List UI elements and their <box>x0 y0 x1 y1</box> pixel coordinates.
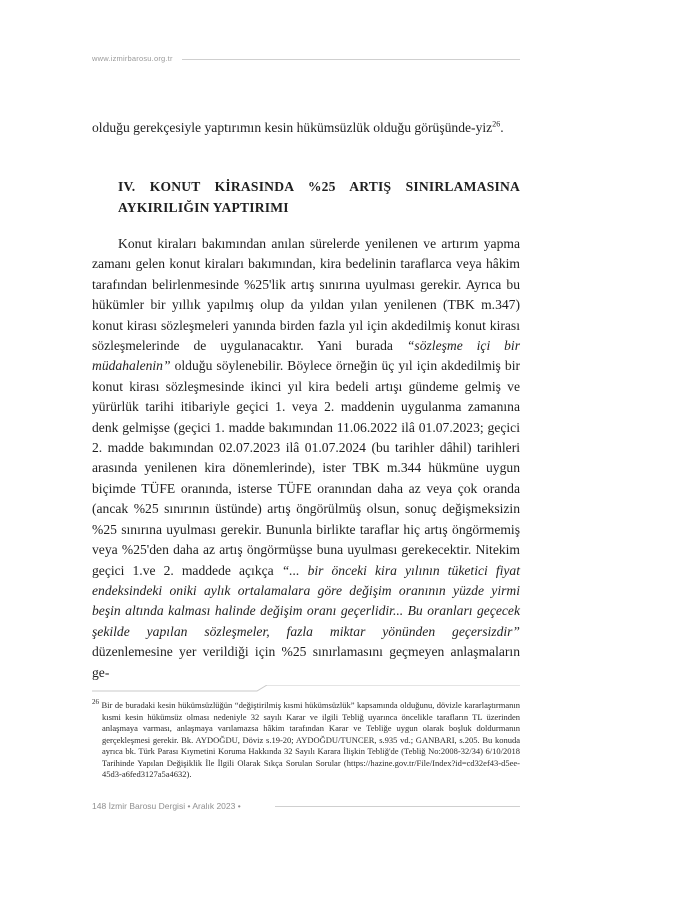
paragraph-end: . <box>500 120 504 135</box>
page-footer <box>92 801 241 811</box>
journal-name: İzmir Barosu Dergisi <box>108 801 186 811</box>
paragraph-text-3: düzenlemesine yer verildiği için %25 sınırlamasını geçmeyen anlaşmaların ge- <box>92 644 520 680</box>
footnote-separator <box>92 685 520 693</box>
paragraph-main <box>92 234 520 683</box>
quote-statute: “... bir önceki kira yılının tüketici fiyat endeksindeki oniki aylık ortalamalara göre değişim oranının yüzde yirmi beşin altında kalması halinde değişim oranı geçerlidir... Bu oranları geçecek şekilde yapılan sözleşmeler, fazla miktar yönünden geçersizdir” <box>92 562 520 639</box>
footer-separator-end: • <box>237 801 241 811</box>
section-heading: IV. KONUT KİRASINDA %25 ARTIŞ SINIRLAMASINA AYKIRILIĞIN YAPTIRIMI <box>118 179 520 215</box>
issue-date: Aralık 2023 <box>192 801 236 811</box>
paragraph-continued <box>92 118 520 138</box>
footer-separator: • <box>187 801 191 811</box>
footnote-text: Bir de buradaki kesin hükümsüzlüğün “değiştirilmiş kısmi hükümsüzlük” kapsamında olduğunu, dövizle kararlaştırmanın kısmi kesin hükümsüz olması nedeniyle 32 sayılı Karar ve ilgili Tebliğ uyarınca öncelikle tarafların TL üzerinden anlaşmaya varması, anlaşmaya varılamazsa hâkim tarafından Karar ve Tebliğe uygun olarak boşluk doldurmanın gerçekleşmesi gerekir. Bk. AYDOĞDU, Döviz s.19-20; AYDOĞDU/TUNCER, s.935 vd.; GANBARI, s.205. Bu konuda ayrıca bk. Türk Parası Kıymetini Koruma Hakkında 32 Sayılı Karara İlişkin Tebliğ'de (Tebliğ No:2008-32/34) 6/10/2018 Tarihinde Yapılan Değişiklik İle İlgili Olarak Sıkça Sorulan Sorular (https://hazine.gov.tr/File/Index?id=cd32ef43-d5ee-45d3-a6fed3127a5a4632). <box>101 700 521 779</box>
footer-rule <box>275 806 520 807</box>
page-number: 148 <box>92 801 107 811</box>
quote-inline: “sözleşme içi bir müdahalenin” <box>92 338 520 374</box>
footnote <box>92 700 520 781</box>
paragraph-text: olduğu gerekçesiyle yaptırımın kesin hükümsüzlük olduğu görüşünde-yiz <box>92 120 493 135</box>
header-url: www.izmirbarosu.org.tr <box>92 54 173 63</box>
header-rule <box>182 59 520 60</box>
footnote-number: 26 <box>92 698 99 707</box>
footnote-ref[interactable]: 26 <box>492 119 501 129</box>
paragraph-text-2: olduğu söylenebilir. Böylece örneğin üç yıl için akdedilmiş bir konut kirası sözleşmesinde ikinci yıl kira bedeli artışı gündeme gelmiş ve yürürlük tarihi itibariyle geçici 1. veya 2. maddenin uygulanma zamanına denk gelmişse (geçici 1. madde bakımından 11.06.2022 ilâ 01.07.2023; geçici 2. madde bakımından 02.07.2023 ilâ 01.07.2024 (bu tarihler dâhil) tarihleri arasında yenilenen kira dönemlerinde), ister TBK m.344 hükmüne uygun biçimde TÜFE oranında, isterse TÜFE oranından daha az veya çok oranda (ancak %25 sınırının üstünde) artış öngörülmüş olsun, sonuç değişmeksizin %25 sınırına uyulması gerekir. Bununla birlikte taraflar hiç artış öngörmemiş veya %25'den daha az artış öngörmüşse buna uyulması gerekecektir. Nitekim geçici 1.ve 2. maddede açıkça <box>92 358 520 578</box>
paragraph-text-1: Konut kiraları bakımından anılan sürelerde yenilenen ve artırım yapma zamanı gelen konut kiraları bakımından, kira bedelinin taraflarca veya hâkim tarafından belirlenmesinde %25'lik artış sınırına uyulması gerekir. Ayrıca bu hükümler bir yıllık yapılmış olup da yıldan yılan yenilenen (TBK m.347) konut kirası sözleşmeleri yanında birden fazla yıl için akdedilmiş konut kirası sözleşmelerinde de uygulanacaktır. Yani burada <box>92 236 520 354</box>
